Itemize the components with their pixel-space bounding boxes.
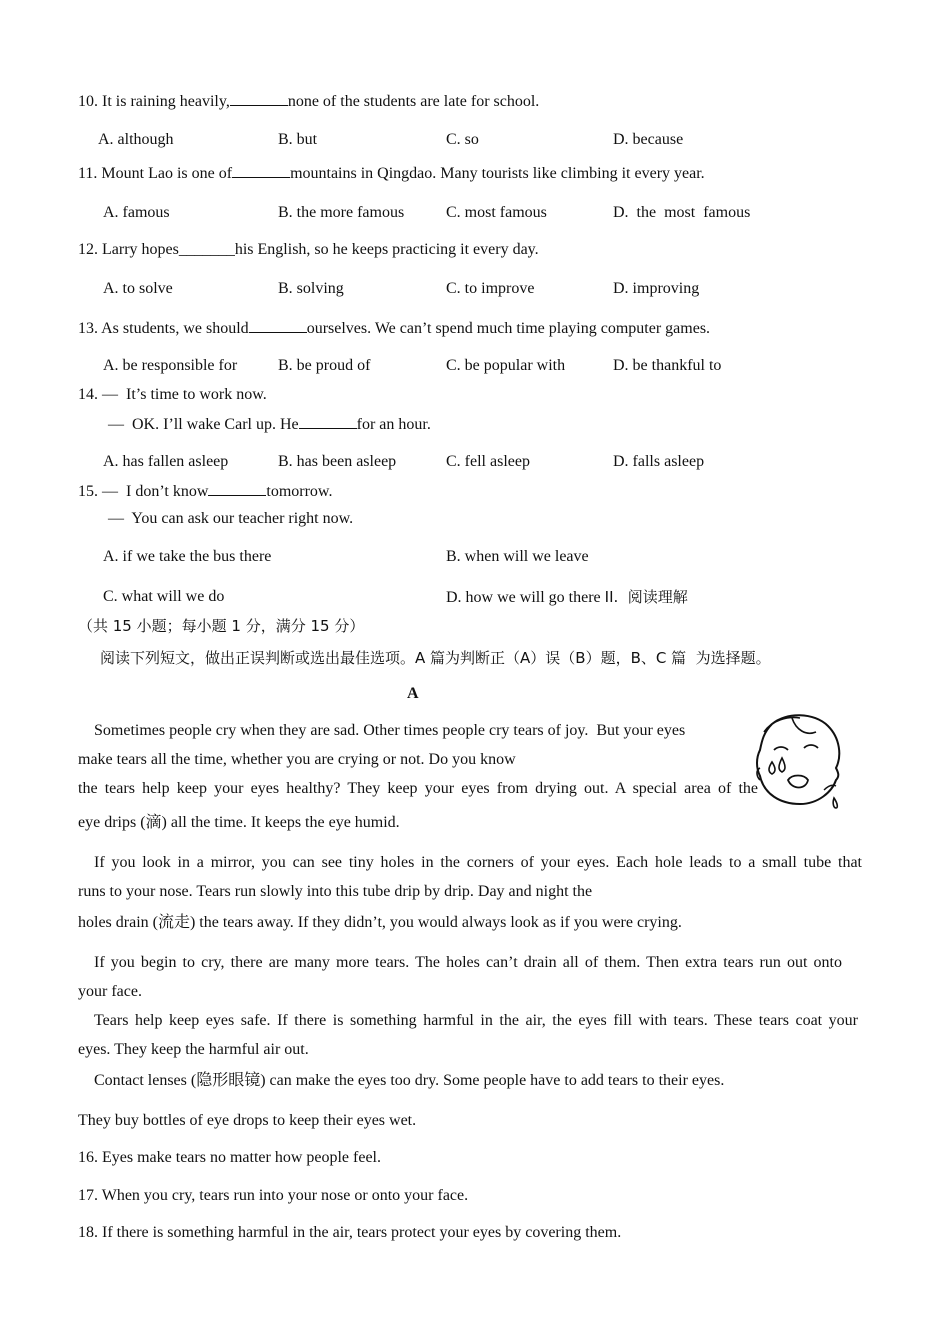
dialogue-line: — You can ask our teacher right now.	[108, 510, 354, 527]
passage-line: make tears all the time, whether you are crying or not. Do you know	[78, 751, 516, 768]
passage-line: the tears help keep your eyes healthy? They keep your eyes from drying out. A special area of the	[78, 780, 758, 797]
question-12	[78, 240, 539, 260]
option-d: D. falls asleep	[613, 453, 705, 470]
option-d: D. because	[613, 131, 684, 148]
statement-16: 16. Eyes make tears no matter how people feel.	[78, 1149, 381, 1166]
question-text: As students, we should	[101, 320, 249, 337]
question-text: none of the students are late for school.	[287, 93, 540, 110]
question-number: 10.	[78, 93, 98, 110]
question-number: 14.	[78, 386, 98, 403]
option-b: B. has been asleep	[278, 453, 397, 470]
dialogue-line: — It’s time to work now.	[102, 386, 267, 403]
passage-line: holes drain (流走) the tears away. If they didn’t, you would always look as if you were crying.	[78, 914, 682, 931]
question-15	[78, 481, 332, 502]
dialogue-line: for an hour.	[356, 416, 431, 433]
option-a: A. to solve	[103, 280, 173, 297]
crying-face-illustration	[752, 710, 844, 810]
statement-18: 18. If there is something harmful in the air, tears protect your eyes by covering them.	[78, 1224, 622, 1241]
option-a: A. if we take the bus there	[103, 548, 272, 565]
option-c: C. most famous	[446, 204, 547, 221]
option-c: C. what will we do	[103, 588, 225, 605]
option-d: D. how we will go there	[446, 589, 601, 606]
question-11	[78, 163, 705, 184]
dialogue-line: — I don’t know	[102, 483, 209, 500]
option-d: D. the most famous	[613, 204, 751, 221]
option-b: B. the more famous	[278, 204, 405, 221]
passage-line: Contact lenses (隐形眼镜) can make the eyes too dry. Some people have to add tears to their eyes.	[94, 1072, 725, 1089]
option-c: C. be popular with	[446, 357, 566, 374]
passage-line: eye drips (滴) all the time. It keeps the eye humid.	[78, 814, 400, 831]
option-c: C. fell asleep	[446, 453, 530, 470]
option-b: B. be proud of	[278, 357, 371, 374]
option-d: D. improving	[613, 280, 700, 297]
question-text: Mount Lao is one of	[101, 165, 233, 182]
question-text: Larry hopes_______his English, so he keeps practicing it every day.	[102, 241, 539, 258]
option-d-with-heading	[446, 587, 688, 608]
answer-blank	[230, 91, 288, 106]
passage-line: If you look in a mirror, you can see tiny holes in the corners of your eyes. Each hole leads to a small tube that	[94, 854, 862, 871]
option-c: C. so	[446, 131, 479, 148]
option-d: D. be thankful to	[613, 357, 722, 374]
section-heading: II. 阅读理解	[604, 588, 688, 606]
section-note: （共 15 小题；每小题 1 分，满分 15 分）	[78, 617, 365, 635]
dialogue-line: tomorrow.	[266, 483, 333, 500]
answer-blank	[249, 318, 307, 333]
section-instruction: 阅读下列短文，做出正误判断或选出最佳选项。A 篇为判断正（A）误（B）题，B、C 篇 为选择题。	[100, 649, 771, 667]
option-a: A. be responsible for	[103, 357, 238, 374]
option-b: B. solving	[278, 280, 344, 297]
question-number: 12.	[78, 241, 98, 258]
question-text: It is raining heavily,	[102, 93, 230, 110]
question-text: ourselves. We can’t spend much time playing computer games.	[306, 320, 711, 337]
question-text: mountains in Qingdao. Many tourists like climbing it every year.	[290, 165, 705, 182]
option-a: A. famous	[103, 204, 170, 221]
passage-line: They buy bottles of eye drops to keep their eyes wet.	[78, 1112, 417, 1129]
question-14-line2	[108, 414, 431, 435]
passage-line: runs to your nose. Tears run slowly into this tube drip by drip. Day and night the	[78, 883, 593, 900]
option-a: A. has fallen asleep	[103, 453, 229, 470]
dialogue-line: — OK. I’ll wake Carl up. He	[108, 416, 299, 433]
passage-line: If you begin to cry, there are many more tears. The holes can’t drain all of them. Then extra tears run out onto	[94, 954, 842, 971]
passage-title: A	[407, 685, 419, 702]
option-c: C. to improve	[446, 280, 535, 297]
passage-line: Tears help keep eyes safe. If there is something harmful in the air, the eyes fill with tears. These tears coat your	[94, 1012, 858, 1029]
answer-blank	[232, 163, 290, 178]
passage-line: Sometimes people cry when they are sad. Other times people cry tears of joy. But your eyes	[94, 722, 686, 739]
question-13	[78, 318, 710, 339]
question-14	[78, 385, 267, 405]
answer-blank	[208, 481, 266, 496]
option-a: A. although	[98, 131, 174, 148]
passage-line: eyes. They keep the harmful air out.	[78, 1041, 309, 1058]
question-number: 11.	[78, 165, 98, 182]
question-number: 13.	[78, 320, 98, 337]
question-10	[78, 91, 539, 112]
passage-line: your face.	[78, 983, 142, 1000]
option-b: B. when will we leave	[446, 548, 589, 565]
option-b: B. but	[278, 131, 318, 148]
question-number: 15.	[78, 483, 98, 500]
statement-17: 17. When you cry, tears run into your nose or onto your face.	[78, 1187, 469, 1204]
answer-blank	[299, 414, 357, 429]
